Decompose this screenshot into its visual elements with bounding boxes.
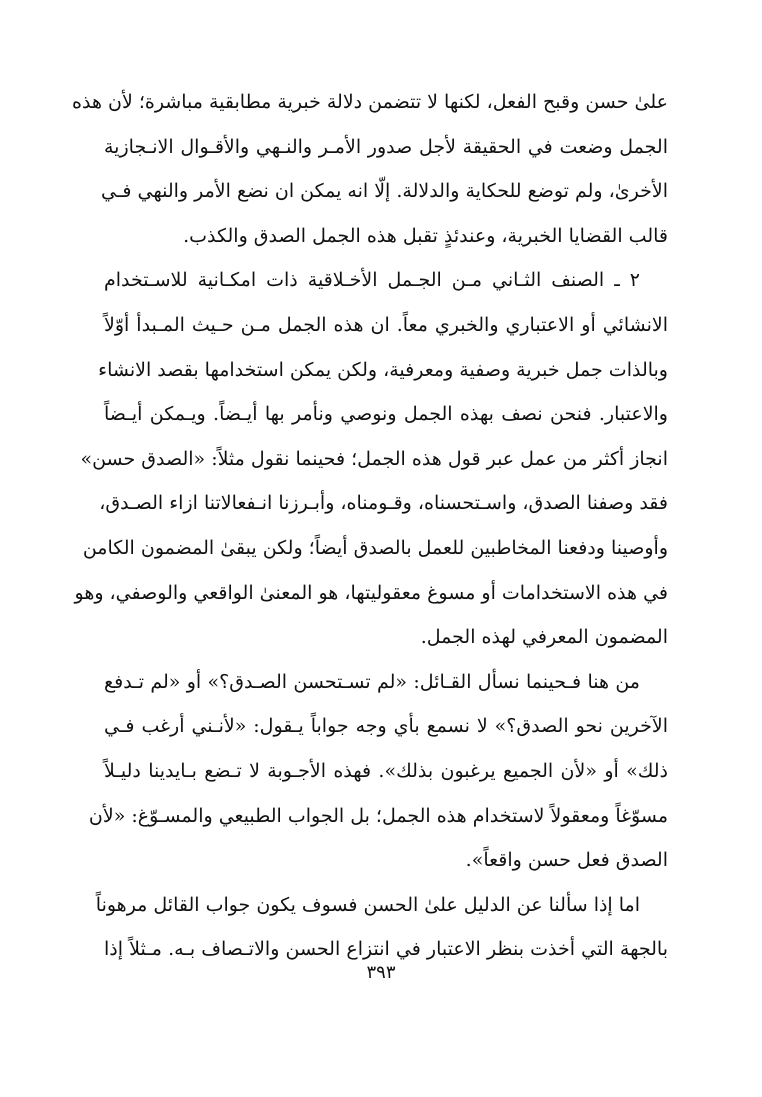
text-line: ٢ ـ الصنف الثـاني مـن الجـمل الأخـلاقية ذات امكـانية للاسـتخدام (104, 269, 640, 292)
text-line: من هنا فـحينما نسأل القـائل: «لم تسـتحسن الصـدق؟» أو «لم تـدفع (104, 670, 640, 693)
text-line: المضمون المعرفي لهذه الجمل. (420, 626, 668, 649)
text-line: فقد وصفنا الصدق، واسـتحسناه، وقـومناه، وأبـرزنا انـفعالاتنا ازاء الصـدق، (99, 492, 668, 515)
text-line: في هذه الاستخدامات أو مسوغ معقوليتها، هو المعنىٰ الواقعي والوصفي، وهو (74, 581, 668, 604)
text-line: الأخرىٰ، ولم توضع للحكاية والدلالة. إلّا انه يمكن ان نضع الأمر والنهي فـي (101, 180, 668, 203)
text-line: علىٰ حسن وقبح الفعل، لكنها لا تتضمن دلالة خبرية مطابقية مباشرة؛ لأن هذه (72, 91, 668, 113)
text-line: والاعتبار. فنحن نصف بهذه الجمل ونوصي ونأمر بها أيـضاً. ويـمكن أيـضاً (104, 403, 668, 426)
text-line: ذلك» أو «لأن الجميع يرغبون بذلك». فهذه الأجـوبة لا تـضع بـايدينا دليـلاً (104, 759, 668, 782)
text-line: قالب القضايا الخبرية، وعندئذٍ تقبل هذه الجمل الصدق والكذب. (183, 224, 668, 247)
page-number: ٣٩٣ (366, 962, 396, 983)
text-line: وأوصينا ودفعنا المخاطبين للعمل بالصدق أيضاً؛ ولكن يبقىٰ المضمون الكامن (82, 536, 668, 559)
text-line: الصدق فعل حسن واقعاً». (465, 849, 668, 872)
text-line: الآخرين نحو الصدق؟» لا نسمع بأي وجه جواباً يـقول: «لأنـني أرغب فـي (104, 715, 668, 738)
text-body (72, 80, 668, 972)
text-line: مسوّغاً ومعقولاً لاستخدام هذه الجمل؛ بل الجواب الطبيعي والمسـوّغ: «لأن (88, 804, 668, 827)
text-line: بالجهة التي أخذت بنظر الاعتبار في انتزاع الحسن والاتـصاف بـه. مـثلاً إذا (104, 938, 668, 961)
text-line: الانشائي أو الاعتباري والخبري معاً. ان هذه الجمل مـن حـيث المـبدأ أوّلاً (104, 313, 668, 336)
text-line: وبالذات جمل خبرية وصفية ومعرفية، ولكن يمكن استخدامها بقصد الانشاء (98, 358, 668, 381)
text-line: اما إذا سألنا عن الدليل علىٰ الحسن فسوف يكون جواب القائل مرهوناً (95, 893, 640, 916)
text-line: انجاز أكثر من عمل عبر قول هذه الجمل؛ فحينما نقول مثلاً: «الصدق حسن» (80, 447, 668, 470)
text-line: الجمل وضعت في الحقيقة لأجل صدور الأمـر والنـهي والأقـوال الانـجازية (104, 135, 668, 158)
